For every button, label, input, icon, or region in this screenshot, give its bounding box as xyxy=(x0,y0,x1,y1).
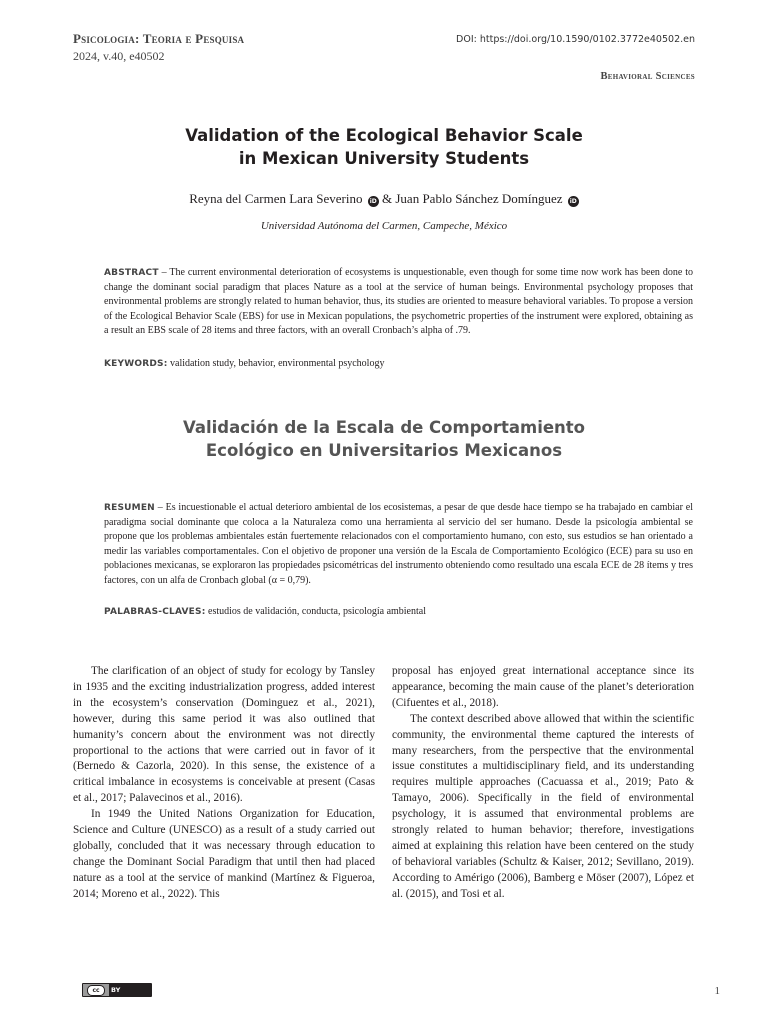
author-1: Reyna del Carmen Lara Severino xyxy=(189,191,363,206)
title-es-line2: Ecológico en Universitarios Mexicanos xyxy=(205,441,563,460)
body-paragraph: proposal has enjoyed great international acceptance since its appearance, becoming the main cause of the planet’s deterioration (Cifuentes et al., 2018). xyxy=(392,665,694,709)
journal-volume: 2024, v.40, e40502 xyxy=(73,49,165,63)
resumen-text: – Es incuestionable el actual deterioro ambiental de los ecosistemas, a pesar de que desde hace tiempo se ha trabajado en cambiar el paradigma social dominante que coloca a la Naturaleza como una herramienta al servicio del ser humano. Desde la psicología ambiental se propone que los problemas ambientales están fuertemente relacionados con el comportamiento humano, con esto, sus estudios se han orientado a medir las variables comportamentales. Con el objetivo de proponer una versión de la Escala de Comportamiento Ecológico (ECE) para su uso en poblaciones mexicanas, se exploraron las propiedades psicométricas del instrumento obteniendo como resultado una escala ECE de 28 ítems y tres factores, con un alfa de Cronbach global (α = 0,79). xyxy=(104,502,693,586)
keywords-es xyxy=(104,606,693,617)
title-en-line2: in Mexican University Students xyxy=(238,149,530,168)
article-title-en xyxy=(73,124,695,170)
body-paragraph: In 1949 the United Nations Organization for Education, Science and Culture (UNESCO) as a result of a study carried out globally, concluded that it was necessary through education to change the Dominant Social Paradigm that until then had placed nature as a tool at the service of mankind (Martínez & Figueroa, 2014; Moreno et al., 2022). This xyxy=(73,808,375,900)
author-2: Juan Pablo Sánchez Domínguez xyxy=(395,191,563,206)
abstract-es xyxy=(104,501,693,589)
keywords-en xyxy=(104,358,693,369)
body-column-left xyxy=(73,664,375,903)
affiliation: Universidad Autónoma del Carmen, Campeche, México xyxy=(260,220,508,232)
title-es-line1: Validación de la Escala de Comportamiento xyxy=(182,418,586,437)
section-label: Behavioral Sciences xyxy=(600,71,695,82)
author-separator: & xyxy=(381,191,393,206)
keywords-label: KEYWORDS: xyxy=(104,359,168,369)
keywords-text: validation study, behavior, environmental psychology xyxy=(167,358,385,369)
orcid-icon[interactable]: iD xyxy=(569,198,577,205)
abstract-label: ABSTRACT xyxy=(104,268,159,278)
resumen-label: RESUMEN xyxy=(104,503,155,513)
body-paragraph: The clarification of an object of study for ecology by Tansley in 1935 and the exciting industrialization progress, added interest in the ecosystem’s conservation (Dominguez et al., 2021), however, during this same period it was also outlined that humanity’s concern about the environment was not directly proportional to the actions that were carried out in favor of it (Bernedo & Cazorla, 2020). In this sense, the existence of a critical imbalance in ecosystems is conceivable at present (Casas et al., 2017; Palavecinos et al., 2016). xyxy=(73,665,375,805)
orcid-icon[interactable]: iD xyxy=(369,198,377,205)
page-number: 1 xyxy=(714,985,720,997)
abstract-text: – The current environmental deterioration of ecosystems is unquestionable, even though for some time now work has been done to change the dominant social paradigm that places Nature as a tool at the service of human beings. Environmental psychology proposes that environmental problems are strongly related to human behavior, thus, its studies are oriented to measure behavioral variables. To propose a version of the Ecological Behavior Scale (EBS) for use in Mexican populations, the psychometric properties of the instrument were explored, obtaining as a result an EBS scale of 28 items and three factors, with an overall Cronbach’s alpha of .79. xyxy=(104,267,693,337)
palabras-claves-label: PALABRAS-CLAVES: xyxy=(104,607,206,617)
journal-name: Psicologia: Teoria e Pesquisa xyxy=(73,31,245,46)
cc-by-license-icon[interactable] xyxy=(82,983,152,997)
authors xyxy=(73,191,695,207)
title-en-line1: Validation of the Ecological Behavior Scale xyxy=(185,126,583,145)
body-column-right xyxy=(392,664,694,903)
license-by-label: BY xyxy=(111,986,121,994)
body-paragraph: The context described above allowed that within the scientific community, the environmental theme captured the interests of many researchers, from the perspective that the environmental issue constitutes a multidisciplinary field, and its understanding requires multiple approaches (Cacuassa et al., 2019; Pato & Tamayo, 2006). Specifically in the field of environmental psychology, it is assumed that environmental problems are strongly related to human behavior; therefore, investigations aimed at explaining this relation have been centered on the study of behavioral variables (Schultz & Kaiser, 2012; Sevillano, 2019). According to Amérigo (2006), Bamberg e Möser (2007), López et al. (2015), and Tosi et al. xyxy=(392,712,694,900)
article-title-es xyxy=(73,416,695,462)
palabras-claves-text: estudios de validación, conducta, psicología ambiental xyxy=(205,606,426,617)
doi-link[interactable]: DOI: https://doi.org/10.1590/0102.3772e40502.en xyxy=(456,34,695,45)
abstract-en xyxy=(104,266,693,339)
cc-icon: cc xyxy=(87,985,105,996)
